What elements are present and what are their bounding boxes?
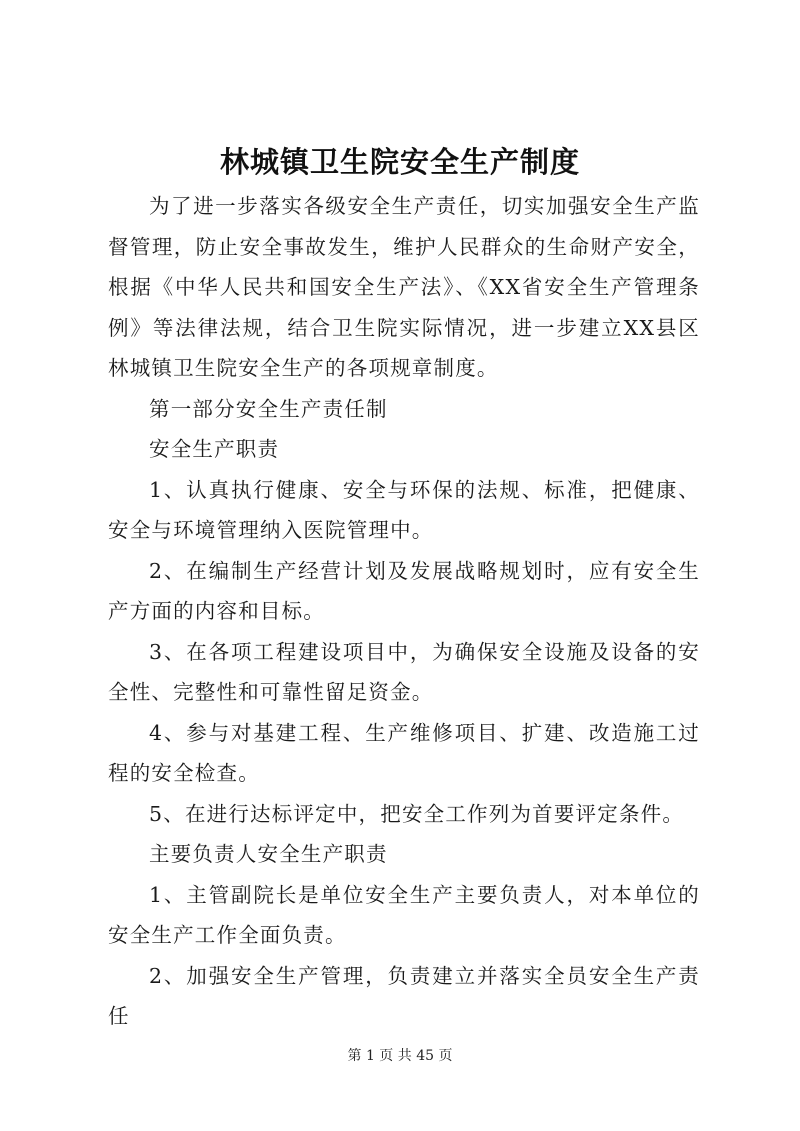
paragraph-item-5: 5、在进行达标评定中，把安全工作列为首要评定条件。 bbox=[149, 801, 685, 826]
paragraph-item-2: 2、在编制生产经营计划及发展战略规划时，应有安全生产方面的内容和目标。 bbox=[108, 558, 700, 623]
paragraph-principal-item-1: 1、主管副院长是单位安全生产主要负责人，对本单位的安全生产工作全面负责。 bbox=[108, 882, 700, 947]
paragraph-item-1: 1、认真执行健康、安全与环保的法规、标准，把健康、安全与环境管理纳入医院管理中。 bbox=[108, 477, 700, 542]
subheading-principal-duties: 主要负责人安全生产职责 bbox=[149, 842, 388, 866]
paragraph-item-3: 3、在各项工程建设项目中，为确保安全设施及设备的安全性、完整性和可靠性留足资金。 bbox=[108, 639, 700, 704]
subheading-safety-duties: 安全生产职责 bbox=[149, 437, 280, 461]
paragraph-intro: 为了进一步落实各级安全生产责任，切实加强安全生产监督管理，防止安全事故发生，维护人民群众的生命财产安全，根据《中华人民共和国安全生产法》、《XX省安全生产管理条例》等法律法规，结合卫生院实际情况，进一步建立XX县区林城镇卫生院安全生产的各项规章制度。 bbox=[108, 194, 700, 380]
document-title: 林城镇卫生院安全生产制度 bbox=[219, 145, 580, 179]
document-body bbox=[108, 186, 700, 1037]
section-heading-part-one: 第一部分安全生产责任制 bbox=[149, 396, 388, 421]
paragraph-principal-item-2: 2、加强安全生产管理，负责建立并落实全员安全生产责任 bbox=[108, 963, 700, 1028]
page-number-footer: 第 1 页 共 45 页 bbox=[347, 1048, 453, 1064]
paragraph-item-4: 4、参与对基建工程、生产维修项目、扩建、改造施工过程的安全检查。 bbox=[108, 720, 700, 785]
